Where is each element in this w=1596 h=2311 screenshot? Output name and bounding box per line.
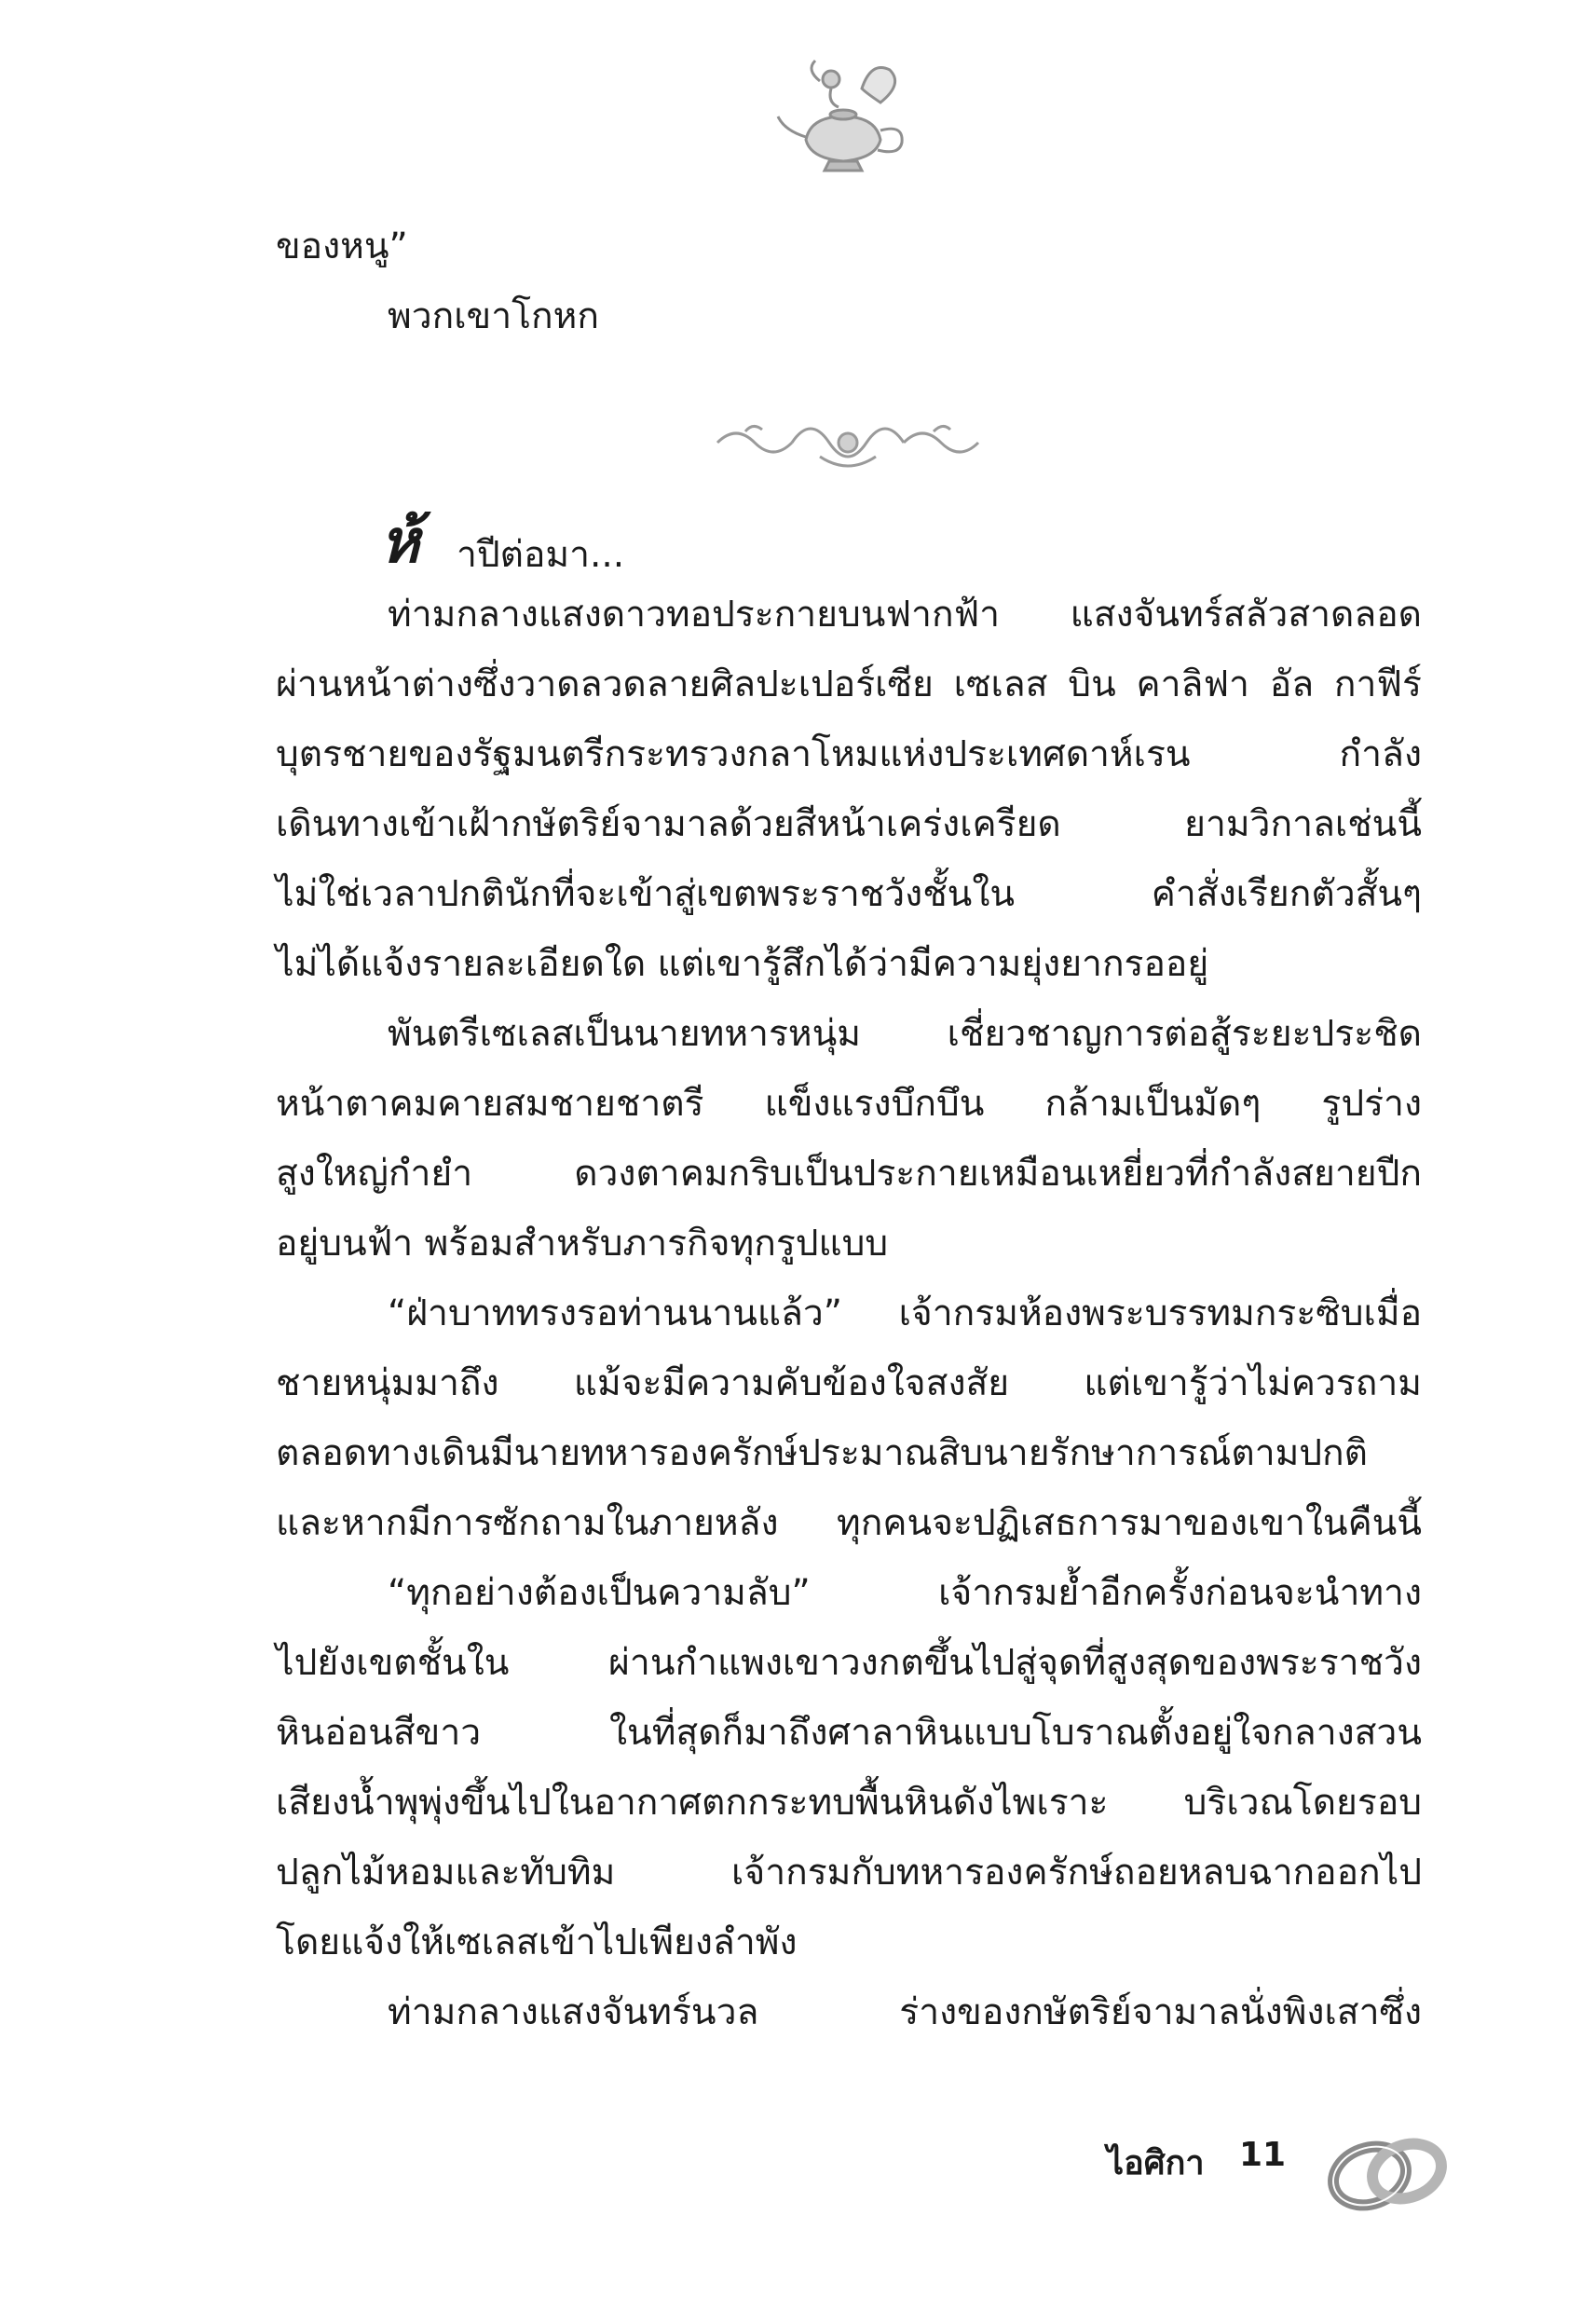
paragraph-line: อยู่บนฟ้า พร้อมสำหรับภารกิจทุกรูปแบบ bbox=[276, 1223, 889, 1265]
chapter-opening bbox=[276, 503, 1422, 578]
opening-text: าปีต่อมา... bbox=[457, 534, 625, 576]
paragraph-line: ปลูกไม้หอมและทับทิม เจ้ากรมกับทหารองครักษ์ถอยหลบฉากออกไป bbox=[276, 1852, 1422, 1894]
paragraph-line: ไปยังเขตชั้นใน ผ่านกำแพงเขาวงกตขึ้นไปสู่จุดที่สูงสุดของพระราชวัง bbox=[276, 1642, 1422, 1684]
paragraph-line: สูงใหญ่กำยำ ดวงตาคมกริบเป็นประกายเหมือนเหยี่ยวที่กำลังสยายปีก bbox=[276, 1153, 1422, 1195]
paragraph-line: “ฝ่าบาททรงรอท่านนานแล้ว” เจ้ากรมห้องพระบรรทมกระซิบเมื่อ bbox=[388, 1292, 1422, 1334]
drop-cap: ห้ bbox=[380, 508, 418, 577]
cupid-teapot-ornament-icon bbox=[773, 51, 913, 177]
paragraph-line: ไม่ได้แจ้งรายละเอียดใด แต่เขารู้สึกได้ว่ามีความยุ่งยากรออยู่ bbox=[276, 943, 1209, 985]
paragraph-line: หินอ่อนสีขาว ในที่สุดก็มาถึงศาลาหินแบบโบราณตั้งอยู่ใจกลางสวน bbox=[276, 1712, 1422, 1754]
paragraph-line: เดินทางเข้าเฝ้ากษัตริย์จามาลด้วยสีหน้าเคร่งเครียด ยามวิกาลเช่นนี้ bbox=[276, 803, 1422, 845]
paragraph-line: หน้าตาคมคายสมชายชาตรี แข็งแรงบึกบึน กล้ามเป็นมัดๆ รูปร่าง bbox=[276, 1083, 1422, 1125]
text-line: พวกเขาโกหก bbox=[388, 295, 599, 337]
paragraph-line: ไม่ใช่เวลาปกตินักที่จะเข้าสู่เขตพระราชวังชั้นใน คำสั่งเรียกตัวสั้นๆ bbox=[276, 873, 1422, 915]
paragraph-line: ท่ามกลางแสงจันทร์นวล ร่างของกษัตริย์จามาลนั่งพิงเสาซึ่ง bbox=[388, 1991, 1422, 2033]
page-number: 11 bbox=[1239, 2136, 1287, 2174]
paragraph-line: เสียงน้ำพุพุ่งขึ้นไปในอากาศตกกระทบพื้นหินดังไพเราะ บริเวณโดยรอบ bbox=[276, 1782, 1422, 1824]
paragraph-line: ตลอดทางเดินมีนายทหารองครักษ์ประมาณสิบนายรักษาการณ์ตามปกติ bbox=[276, 1432, 1368, 1474]
paragraph-line: และหากมีการซักถามในภายหลัง ทุกคนจะปฏิเสธการมาของเขาในคืนนี้ bbox=[276, 1502, 1422, 1544]
paragraph-line: พันตรีเซเลสเป็นนายทหารหนุ่ม เชี่ยวชาญการต่อสู้ระยะประชิด bbox=[388, 1013, 1422, 1055]
paragraph-line: โดยแจ้งให้เซเลสเข้าไปเพียงลำพัง bbox=[276, 1921, 798, 1963]
floral-scroll-divider-icon bbox=[708, 405, 988, 480]
paragraph-line: “ทุกอย่างต้องเป็นความลับ” เจ้ากรมย้ำอีกครั้งก่อนจะนำทาง bbox=[388, 1572, 1422, 1614]
paragraph-line: ผ่านหน้าต่างซึ่งวาดลวดลายศิลปะเปอร์เซีย เซเลส บิน คาลิฟา อัล กาฟีร์ bbox=[276, 663, 1422, 705]
paragraph-line: บุตรชายของรัฐมนตรีกระทรวงกลาโหมแห่งประเทศดาห์เรน กำลัง bbox=[276, 733, 1422, 775]
text-line: ของหนู” bbox=[276, 226, 408, 267]
book-title: ไอศิกา bbox=[1107, 2144, 1205, 2182]
paragraph-line: ท่ามกลางแสงดาวทอประกายบนฟากฟ้า แสงจันทร์สลัวสาดลอด bbox=[388, 594, 1422, 636]
body-text bbox=[276, 592, 1422, 2059]
paragraph-line: ชายหนุ่มมาถึง แม้จะมีความคับข้องใจสงสัย แต่เขารู้ว่าไม่ควรถาม bbox=[276, 1362, 1422, 1404]
wedding-rings-icon bbox=[1323, 2120, 1453, 2222]
